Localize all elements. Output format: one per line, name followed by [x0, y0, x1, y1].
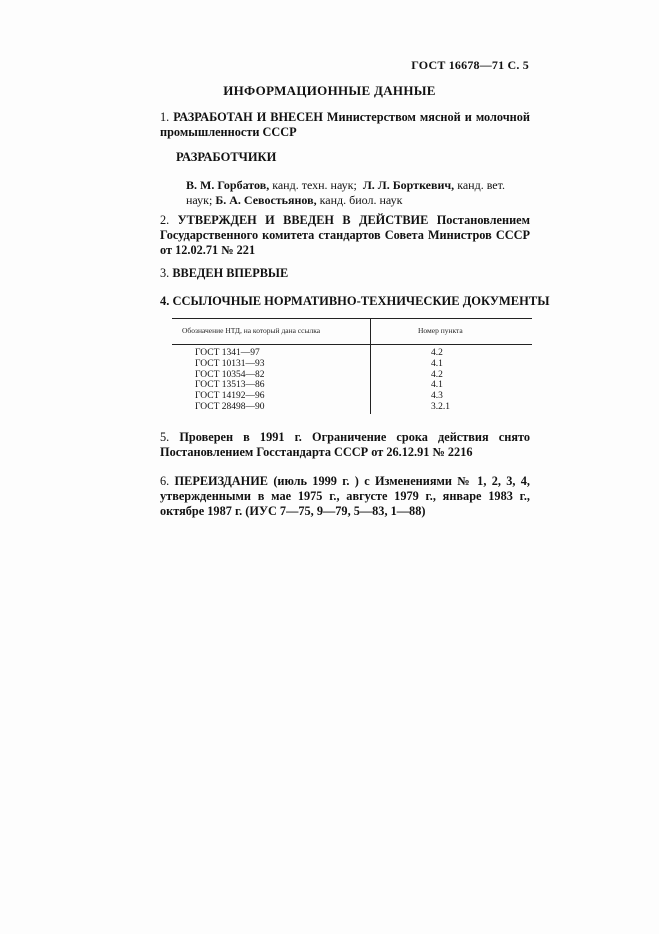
- developer-name: Л. Л. Борткевич,: [362, 178, 455, 192]
- table-row: [172, 348, 532, 359]
- table-row: [172, 380, 532, 391]
- item-lead: УТВЕРЖДЕН И ВВЕДЕН В ДЕЙСТВИЕ: [177, 213, 429, 227]
- row-document: ГОСТ 10354—82: [195, 369, 265, 380]
- info-item-3: [160, 266, 530, 281]
- column-header-point: Номер пункта: [418, 326, 463, 335]
- row-point: 4.1: [431, 358, 443, 369]
- table-body: [172, 348, 532, 413]
- table-row: [172, 391, 532, 402]
- developer-degree: канд. биол. наук: [319, 193, 403, 207]
- row-document: ГОСТ 13513—86: [195, 380, 265, 391]
- row-point: 4.1: [431, 380, 443, 391]
- item-number: 3.: [160, 266, 170, 280]
- document-title: ИНФОРМАЦИОННЫЕ ДАННЫЕ: [223, 83, 436, 98]
- row-point: 4.2: [431, 348, 443, 358]
- item-lead: РАЗРАБОТАН И ВНЕСЕН: [173, 110, 323, 124]
- developer-name: Б. А. Севостьянов,: [215, 193, 317, 207]
- references-heading: 4. ССЫЛОЧНЫЕ НОРМАТИВНО-ТЕХНИЧЕСКИЕ ДОКУМЕНТЫ: [160, 294, 550, 308]
- row-document: ГОСТ 28498—90: [195, 401, 265, 412]
- row-point: 3.2.1: [431, 401, 450, 412]
- page-header-reference: ГОСТ 16678—71 С. 5: [411, 58, 529, 72]
- item-body: Министерством мясной и молочной промышленности СССР: [160, 110, 531, 139]
- developer-name: В. М. Горбатов,: [186, 178, 270, 192]
- table-row: [172, 370, 532, 381]
- row-point: 4.2: [431, 369, 443, 380]
- item-body: Постановлением Государственного комитета стандартов Совета Министров СССР от 12.02.71 № 221: [160, 213, 530, 257]
- item-lead: Проверен в 1991 г.: [179, 430, 302, 444]
- developer-degree: канд. техн. наук;: [272, 178, 357, 192]
- table-header-rule: [172, 344, 532, 345]
- item-number: 2.: [160, 213, 170, 227]
- info-item-6: [160, 474, 530, 519]
- developers-list: [186, 178, 530, 208]
- developers-heading: РАЗРАБОТЧИКИ: [176, 150, 277, 164]
- item-body: Ограничение срока действия снято Постановлением Госстандарта СССР от 26.12.91 № 2216: [160, 430, 530, 459]
- info-item-1: [160, 110, 530, 140]
- table-row: [172, 402, 532, 413]
- item-body: (июль 1999 г. ) с Изменениями № 1, 2, 3, 4, утвержденными в мае 1975 г., августе 1979 г., январе 1983 г., октябре 1987 г. (ИУС 7—75, 9—79, 5—83, 1—88): [160, 474, 530, 518]
- info-item-5: [160, 430, 530, 460]
- row-document: ГОСТ 14192—96: [195, 391, 265, 402]
- item-number: 6.: [160, 474, 170, 488]
- row-point: 4.3: [431, 391, 443, 402]
- column-header-document: Обозначение НТД, на который дана ссылка: [182, 326, 321, 335]
- table-top-rule: [172, 318, 532, 319]
- developer-degree: канд. вет. наук;: [186, 178, 505, 207]
- table-row: [172, 359, 532, 370]
- row-document: ГОСТ 10131—93: [195, 358, 265, 369]
- info-item-2: [160, 213, 530, 258]
- item-lead: ВВЕДЕН ВПЕРВЫЕ: [172, 266, 289, 280]
- item-number: 1.: [160, 110, 170, 124]
- item-lead: ПЕРЕИЗДАНИЕ: [174, 474, 269, 488]
- item-number: 5.: [160, 430, 170, 444]
- row-document: ГОСТ 1341—97: [195, 348, 260, 358]
